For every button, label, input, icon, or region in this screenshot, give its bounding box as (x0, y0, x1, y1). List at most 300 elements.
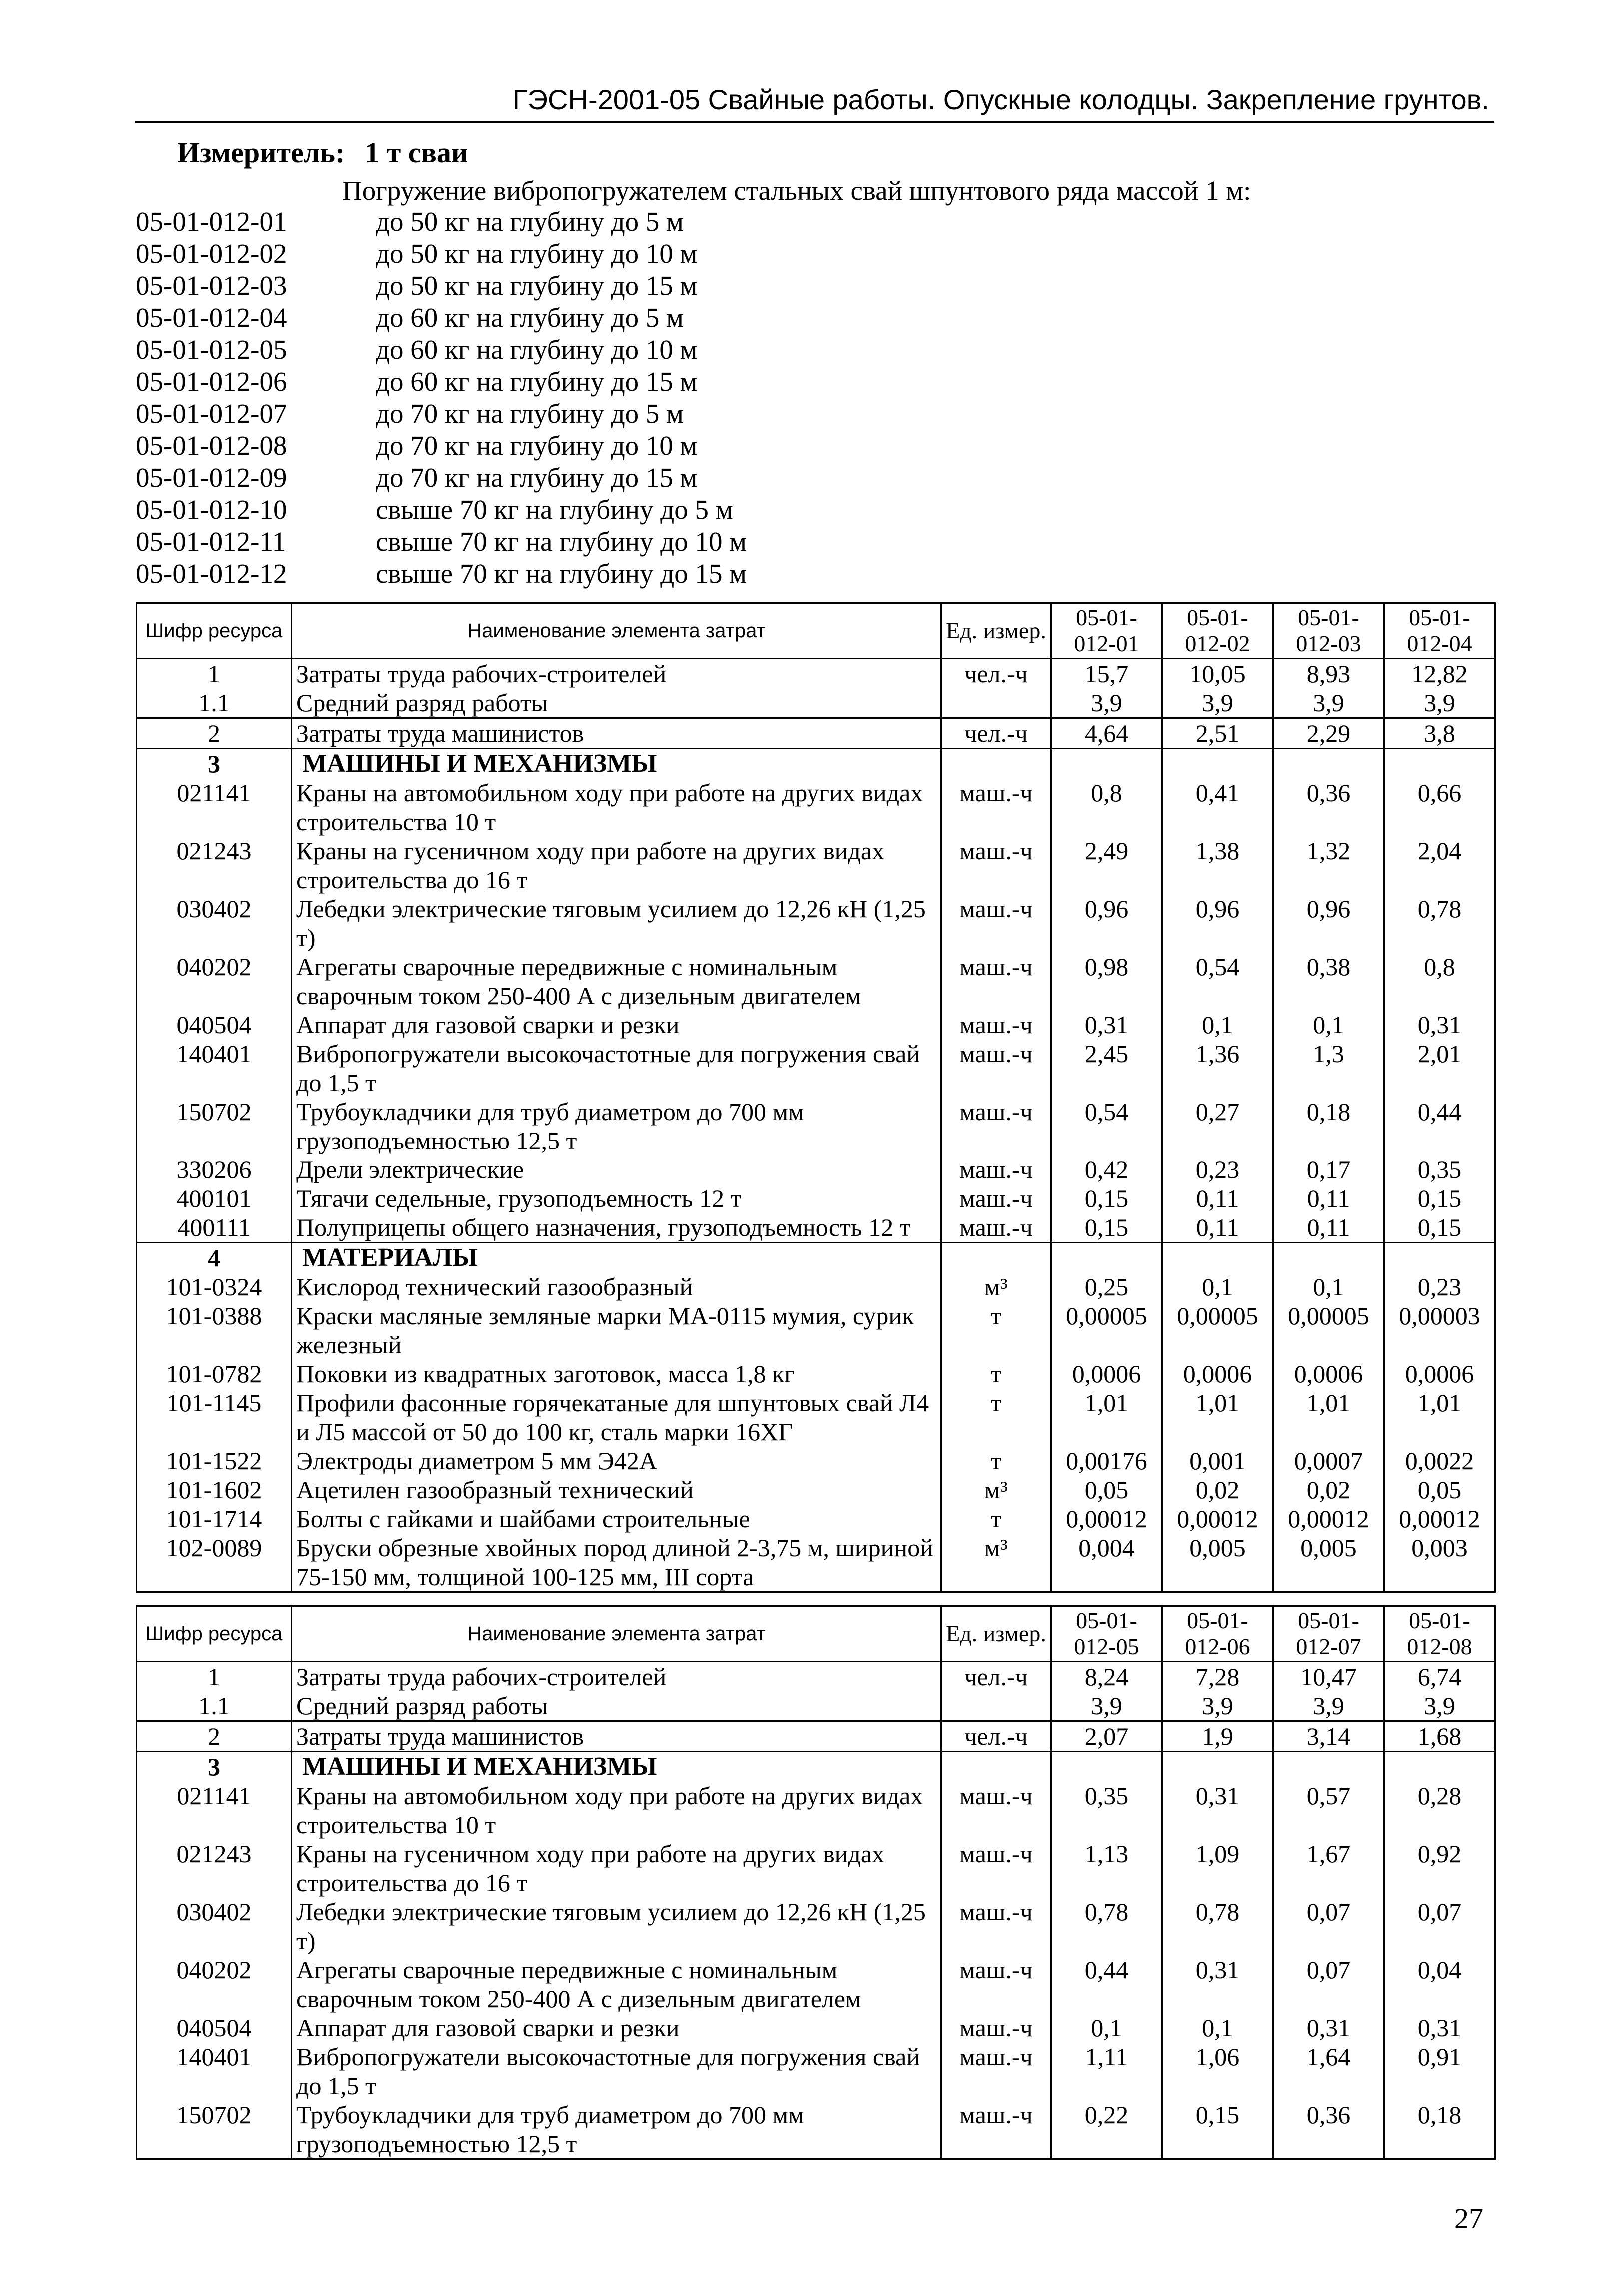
cell-name: Агрегаты сварочные передвижные с номинальным сварочным током 250-400 А с дизельным двигателем (292, 952, 941, 1010)
cell-value: 0,35 (1384, 1155, 1495, 1184)
table-row (137, 952, 1495, 1010)
cell-value: 0,07 (1384, 1897, 1495, 1955)
cell-value (1051, 1752, 1162, 1782)
cell-value: 3,9 (1384, 1691, 1495, 1721)
table-row (137, 1010, 1495, 1039)
running-header (135, 80, 1494, 123)
cell-unit (941, 1691, 1051, 1721)
cell-name: Средний разряд работы (292, 1691, 941, 1721)
norm-description: свыше 70 кг на глубину до 15 м (376, 558, 747, 589)
cell-name: Краны на автомобильном ходу при работе на других видах строительства 10 т (292, 1781, 941, 1839)
cell-value: 0,31 (1051, 1010, 1162, 1039)
norm-code: 05-01-012-07 (136, 398, 287, 429)
cell-name: Кислород технический газообразный (292, 1272, 941, 1301)
norm-code: 05-01-012-03 (136, 270, 287, 301)
cell-value: 0,31 (1162, 1955, 1273, 2013)
cell-code: 3 (137, 749, 292, 779)
cell-value: 0,44 (1384, 1097, 1495, 1155)
cell-code: 1.1 (137, 688, 292, 718)
cell-unit (941, 749, 1051, 779)
cell-name: Лебедки электрические тяговым усилием до 12,26 кН (1,25 т) (292, 894, 941, 952)
resource-table-1 (136, 602, 1496, 1593)
table-row (137, 1897, 1495, 1955)
header-norm-col: 05-01- 012-04 (1384, 603, 1495, 659)
cell-code: 2 (137, 1721, 292, 1752)
header-norm-col: 05-01- 012-07 (1273, 1606, 1384, 1662)
cell-value: 0,66 (1384, 778, 1495, 836)
section-row (137, 1752, 1495, 1782)
cell-value: 0,00012 (1384, 1504, 1495, 1533)
cell-value: 0,42 (1051, 1155, 1162, 1184)
cell-name: Затраты труда машинистов (292, 1721, 941, 1752)
cell-name: Ацетилен газообразный технический (292, 1475, 941, 1504)
cell-value: 0,15 (1384, 1213, 1495, 1243)
cell-value: 1,9 (1162, 1721, 1273, 1752)
cell-name: Бруски обрезные хвойных пород длиной 2-3,75 м, шириной 75-150 мм, толщиной 100-125 мм, III сорта (292, 1533, 941, 1592)
table-row (137, 2013, 1495, 2042)
cell-name: Трубоукладчики для труб диаметром до 700 мм грузоподъемностью 12,5 т (292, 1097, 941, 1155)
cell-value: 6,74 (1384, 1662, 1495, 1692)
cell-code: 030402 (137, 1897, 292, 1955)
table-row (137, 1839, 1495, 1897)
cell-value: 1,11 (1051, 2042, 1162, 2100)
cell-name: Тягачи седельные, грузоподъемность 12 т (292, 1184, 941, 1213)
cell-name: Затраты труда рабочих-строителей (292, 659, 941, 689)
cell-value: 0,00005 (1162, 1301, 1273, 1359)
cell-unit: маш.-ч (941, 1039, 1051, 1097)
cell-value: 0,28 (1384, 1781, 1495, 1839)
table-row (137, 1955, 1495, 2013)
cell-value: 0,15 (1051, 1213, 1162, 1243)
cell-value: 0,78 (1051, 1897, 1162, 1955)
cell-value: 4,64 (1051, 718, 1162, 749)
cell-unit: т (941, 1504, 1051, 1533)
norm-code: 05-01-012-08 (136, 430, 287, 461)
table-row (137, 1446, 1495, 1475)
cell-value: 0,00176 (1051, 1446, 1162, 1475)
cell-value (1273, 1243, 1384, 1273)
cell-value: 0,15 (1162, 2100, 1273, 2159)
cell-value: 0,31 (1273, 2013, 1384, 2042)
cell-value: 3,8 (1384, 718, 1495, 749)
table-header-row (137, 1606, 1495, 1662)
cell-unit: маш.-ч (941, 894, 1051, 952)
cell-value: 0,1 (1162, 1272, 1273, 1301)
cell-value: 1,38 (1162, 836, 1273, 894)
norm-description: до 70 кг на глубину до 5 м (376, 398, 684, 429)
cell-value (1162, 1243, 1273, 1273)
norm-code: 05-01-012-12 (136, 558, 287, 589)
header-code: Шифр ресурса (137, 603, 292, 659)
cell-code: 1 (137, 1662, 292, 1692)
table-row (137, 1359, 1495, 1388)
cell-value: 2,04 (1384, 836, 1495, 894)
cell-unit: маш.-ч (941, 1184, 1051, 1213)
cell-code: 021141 (137, 1781, 292, 1839)
cell-value: 3,9 (1162, 1691, 1273, 1721)
cell-value: 0,07 (1273, 1897, 1384, 1955)
cell-value: 0,05 (1384, 1475, 1495, 1504)
cell-name: Аппарат для газовой сварки и резки (292, 2013, 941, 2042)
cell-unit: маш.-ч (941, 2013, 1051, 2042)
cell-value: 0,38 (1273, 952, 1384, 1010)
cell-unit: маш.-ч (941, 1097, 1051, 1155)
cell-value: 0,31 (1384, 1010, 1495, 1039)
table-row (137, 718, 1495, 749)
cell-code: 1 (137, 659, 292, 689)
table-row (137, 778, 1495, 836)
cell-value (1273, 749, 1384, 779)
cell-name: Краны на автомобильном ходу при работе на других видах строительства 10 т (292, 778, 941, 836)
cell-name: Болты с гайками и шайбами строительные (292, 1504, 941, 1533)
cell-code: 2 (137, 718, 292, 749)
cell-unit (941, 688, 1051, 718)
cell-value: 0,25 (1051, 1272, 1162, 1301)
cell-value (1273, 1752, 1384, 1782)
cell-value (1384, 749, 1495, 779)
cell-value: 0,78 (1162, 1897, 1273, 1955)
header-norm-col: 05-01- 012-01 (1051, 603, 1162, 659)
cell-value: 3,9 (1273, 1691, 1384, 1721)
header-code: Шифр ресурса (137, 1606, 292, 1662)
table-row (137, 2042, 1495, 2100)
cell-value: 0,96 (1162, 894, 1273, 952)
cell-value: 1,01 (1384, 1388, 1495, 1446)
cell-value: 0,23 (1384, 1272, 1495, 1301)
cell-code: 040202 (137, 952, 292, 1010)
norm-description: до 50 кг на глубину до 5 м (376, 206, 684, 237)
cell-value: 1,01 (1051, 1388, 1162, 1446)
cell-value: 0,15 (1051, 1184, 1162, 1213)
cell-code: 021141 (137, 778, 292, 836)
section-row (137, 749, 1495, 779)
cell-unit: маш.-ч (941, 1781, 1051, 1839)
cell-value (1051, 1243, 1162, 1273)
cell-code: 400111 (137, 1213, 292, 1243)
cell-code: 4 (137, 1243, 292, 1273)
cell-code: 330206 (137, 1155, 292, 1184)
cell-code: 101-0782 (137, 1359, 292, 1388)
cell-value: 0,00003 (1384, 1301, 1495, 1359)
cell-name: Вибропогружатели высокочастотные для погружения свай до 1,5 т (292, 2042, 941, 2100)
cell-value: 3,9 (1051, 688, 1162, 718)
table-row (137, 1272, 1495, 1301)
cell-unit: маш.-ч (941, 1897, 1051, 1955)
cell-value: 0,0007 (1273, 1446, 1384, 1475)
cell-value: 2,29 (1273, 718, 1384, 749)
cell-name: Затраты труда машинистов (292, 718, 941, 749)
cell-value: 0,05 (1051, 1475, 1162, 1504)
table-row (137, 659, 1495, 689)
cell-name: Дрели электрические (292, 1155, 941, 1184)
meter-value: 1 т сваи (365, 136, 468, 169)
cell-value: 15,7 (1051, 659, 1162, 689)
table-row (137, 1184, 1495, 1213)
table-row (137, 1301, 1495, 1359)
cell-code: 140401 (137, 2042, 292, 2100)
cell-value: 1,36 (1162, 1039, 1273, 1097)
cell-unit: т (941, 1301, 1051, 1359)
cell-value (1384, 1243, 1495, 1273)
cell-name: Краски масляные земляные марки МА-0115 мумия, сурик железный (292, 1301, 941, 1359)
cell-name: Затраты труда рабочих-строителей (292, 1662, 941, 1692)
cell-value: 0,11 (1273, 1213, 1384, 1243)
table-row (137, 1475, 1495, 1504)
norm-description: до 70 кг на глубину до 10 м (376, 430, 698, 461)
cell-value: 0,1 (1051, 2013, 1162, 2042)
table-row (137, 1662, 1495, 1692)
table-row (137, 1213, 1495, 1243)
table-row (137, 836, 1495, 894)
cell-name: МАШИНЫ И МЕХАНИЗМЫ (292, 749, 941, 779)
cell-value: 0,78 (1384, 894, 1495, 952)
cell-value: 1,01 (1273, 1388, 1384, 1446)
cell-code: 101-1145 (137, 1388, 292, 1446)
cell-value (1051, 749, 1162, 779)
cell-value: 0,003 (1384, 1533, 1495, 1592)
cell-name: Поковки из квадратных заготовок, масса 1,8 кг (292, 1359, 941, 1388)
cell-value: 12,82 (1384, 659, 1495, 689)
header-name: Наименование элемента затрат (292, 1606, 941, 1662)
cell-value: 0,11 (1273, 1184, 1384, 1213)
cell-value: 10,05 (1162, 659, 1273, 689)
cell-name: МАШИНЫ И МЕХАНИЗМЫ (292, 1752, 941, 1782)
header-unit: Ед. измер. (941, 603, 1051, 659)
cell-unit: чел.-ч (941, 1721, 1051, 1752)
cell-name: Средний разряд работы (292, 688, 941, 718)
norm-code: 05-01-012-11 (136, 526, 286, 557)
table-row (137, 2100, 1495, 2159)
table-row (137, 894, 1495, 952)
cell-value: 0,07 (1273, 1955, 1384, 2013)
cell-name: Электроды диаметром 5 мм Э42А (292, 1446, 941, 1475)
cell-value: 1,32 (1273, 836, 1384, 894)
cell-value: 0,23 (1162, 1155, 1273, 1184)
cell-value: 0,15 (1384, 1184, 1495, 1213)
norm-code: 05-01-012-01 (136, 206, 287, 237)
cell-unit: чел.-ч (941, 718, 1051, 749)
cell-code: 040202 (137, 1955, 292, 2013)
cell-value: 0,18 (1384, 2100, 1495, 2159)
cell-code: 1.1 (137, 1691, 292, 1721)
cell-value: 0,8 (1384, 952, 1495, 1010)
cell-value: 0,0006 (1273, 1359, 1384, 1388)
cell-value: 0,27 (1162, 1097, 1273, 1155)
table-row (137, 1388, 1495, 1446)
cell-value: 0,04 (1384, 1955, 1495, 2013)
cell-code: 101-1602 (137, 1475, 292, 1504)
cell-value: 2,49 (1051, 836, 1162, 894)
cell-value: 0,36 (1273, 2100, 1384, 2159)
cell-unit: т (941, 1388, 1051, 1446)
cell-code: 3 (137, 1752, 292, 1782)
norm-code: 05-01-012-05 (136, 334, 287, 365)
cell-value: 0,92 (1384, 1839, 1495, 1897)
cell-code: 140401 (137, 1039, 292, 1097)
header-norm-col: 05-01- 012-08 (1384, 1606, 1495, 1662)
cell-code: 021243 (137, 1839, 292, 1897)
cell-unit: м³ (941, 1475, 1051, 1504)
cell-value: 0,00005 (1051, 1301, 1162, 1359)
norm-description: до 70 кг на глубину до 15 м (376, 462, 698, 493)
header-title: ГЭСН-2001-05 Свайные работы. Опускные колодцы. Закрепление грунтов. (512, 84, 1489, 115)
cell-value: 3,9 (1273, 688, 1384, 718)
cell-unit: м³ (941, 1272, 1051, 1301)
cell-unit: маш.-ч (941, 1839, 1051, 1897)
cell-value: 0,1 (1162, 2013, 1273, 2042)
cell-unit: маш.-ч (941, 952, 1051, 1010)
norm-code: 05-01-012-02 (136, 238, 287, 269)
meter-line (177, 136, 468, 169)
cell-value: 0,0006 (1162, 1359, 1273, 1388)
cell-value: 0,96 (1051, 894, 1162, 952)
header-norm-col: 05-01- 012-05 (1051, 1606, 1162, 1662)
cell-value: 1,09 (1162, 1839, 1273, 1897)
cell-value: 0,1 (1273, 1010, 1384, 1039)
cell-value: 1,13 (1051, 1839, 1162, 1897)
cell-code: 101-1714 (137, 1504, 292, 1533)
work-description: Погружение вибропогружателем стальных свай шпунтового ряда массой 1 м: (342, 175, 1251, 206)
cell-name: Агрегаты сварочные передвижные с номинальным сварочным током 250-400 А с дизельным двигателем (292, 1955, 941, 2013)
table-row (137, 1097, 1495, 1155)
cell-value: 1,3 (1273, 1039, 1384, 1097)
norm-description: до 50 кг на глубину до 15 м (376, 270, 698, 301)
cell-value: 3,14 (1273, 1721, 1384, 1752)
cell-value: 0,54 (1051, 1097, 1162, 1155)
page-number: 27 (1454, 2202, 1483, 2235)
cell-name: Лебедки электрические тяговым усилием до 12,26 кН (1,25 т) (292, 1897, 941, 1955)
header-norm-col: 05-01- 012-03 (1273, 603, 1384, 659)
cell-value: 3,9 (1384, 688, 1495, 718)
cell-value: 2,45 (1051, 1039, 1162, 1097)
cell-unit: чел.-ч (941, 1662, 1051, 1692)
cell-name: Трубоукладчики для труб диаметром до 700 мм грузоподъемностью 12,5 т (292, 2100, 941, 2159)
cell-value: 0,11 (1162, 1213, 1273, 1243)
cell-value: 2,01 (1384, 1039, 1495, 1097)
cell-unit: маш.-ч (941, 1155, 1051, 1184)
table-row (137, 1781, 1495, 1839)
cell-unit: м³ (941, 1533, 1051, 1592)
cell-value: 0,31 (1384, 2013, 1495, 2042)
table-row (137, 1691, 1495, 1721)
header-name: Наименование элемента затрат (292, 603, 941, 659)
cell-unit: маш.-ч (941, 1010, 1051, 1039)
cell-name: МАТЕРИАЛЫ (292, 1243, 941, 1273)
norm-description: до 60 кг на глубину до 15 м (376, 366, 698, 397)
norm-description: до 60 кг на глубину до 5 м (376, 302, 684, 333)
cell-value (1162, 749, 1273, 779)
norm-code: 05-01-012-04 (136, 302, 287, 333)
cell-value: 0,00005 (1273, 1301, 1384, 1359)
header-unit: Ед. измер. (941, 1606, 1051, 1662)
table-row (137, 688, 1495, 718)
cell-value: 0,98 (1051, 952, 1162, 1010)
cell-code: 102-0089 (137, 1533, 292, 1592)
cell-unit: т (941, 1359, 1051, 1388)
cell-value: 8,24 (1051, 1662, 1162, 1692)
cell-value: 0,17 (1273, 1155, 1384, 1184)
cell-code: 040504 (137, 2013, 292, 2042)
cell-name: Вибропогружатели высокочастотные для погружения свай до 1,5 т (292, 1039, 941, 1097)
cell-value (1162, 1752, 1273, 1782)
section-row (137, 1243, 1495, 1273)
cell-value: 0,1 (1162, 1010, 1273, 1039)
cell-code: 030402 (137, 894, 292, 952)
cell-code: 101-0388 (137, 1301, 292, 1359)
cell-value: 0,57 (1273, 1781, 1384, 1839)
cell-value: 1,68 (1384, 1721, 1495, 1752)
cell-name: Краны на гусеничном ходу при работе на других видах строительства до 16 т (292, 836, 941, 894)
cell-value: 7,28 (1162, 1662, 1273, 1692)
cell-code: 040504 (137, 1010, 292, 1039)
cell-value: 0,96 (1273, 894, 1384, 952)
cell-value: 2,07 (1051, 1721, 1162, 1752)
cell-value: 0,0022 (1384, 1446, 1495, 1475)
cell-value: 0,11 (1162, 1184, 1273, 1213)
cell-unit: маш.-ч (941, 1955, 1051, 2013)
cell-value: 0,91 (1384, 2042, 1495, 2100)
table-row (137, 1039, 1495, 1097)
cell-code: 101-1522 (137, 1446, 292, 1475)
cell-value: 0,02 (1162, 1475, 1273, 1504)
table-header-row (137, 603, 1495, 659)
cell-name: Профили фасонные горячекатаные для шпунтовых свай Л4 и Л5 массой от 50 до 100 кг, сталь марки 16ХГ (292, 1388, 941, 1446)
cell-value: 0,00012 (1162, 1504, 1273, 1533)
cell-value: 0,54 (1162, 952, 1273, 1010)
cell-name: Аппарат для газовой сварки и резки (292, 1010, 941, 1039)
cell-code: 150702 (137, 2100, 292, 2159)
cell-unit: маш.-ч (941, 836, 1051, 894)
norm-code: 05-01-012-10 (136, 494, 287, 525)
cell-value: 3,9 (1051, 1691, 1162, 1721)
cell-value: 0,22 (1051, 2100, 1162, 2159)
cell-value: 2,51 (1162, 718, 1273, 749)
cell-value: 0,0006 (1051, 1359, 1162, 1388)
cell-value: 0,44 (1051, 1955, 1162, 2013)
cell-code: 150702 (137, 1097, 292, 1155)
cell-value: 0,02 (1273, 1475, 1384, 1504)
norm-code: 05-01-012-09 (136, 462, 287, 493)
cell-value: 0,00012 (1051, 1504, 1162, 1533)
table-row (137, 1721, 1495, 1752)
cell-name: Полуприцепы общего назначения, грузоподъемность 12 т (292, 1213, 941, 1243)
cell-value: 1,67 (1273, 1839, 1384, 1897)
cell-name: Краны на гусеничном ходу при работе на других видах строительства до 16 т (292, 1839, 941, 1897)
cell-value: 0,36 (1273, 778, 1384, 836)
cell-unit: чел.-ч (941, 659, 1051, 689)
norm-description: свыше 70 кг на глубину до 10 м (376, 526, 747, 557)
cell-code: 021243 (137, 836, 292, 894)
cell-value: 0,005 (1162, 1533, 1273, 1592)
cell-value: 0,004 (1051, 1533, 1162, 1592)
cell-value: 0,41 (1162, 778, 1273, 836)
cell-unit: т (941, 1446, 1051, 1475)
cell-value: 1,64 (1273, 2042, 1384, 2100)
cell-value: 0,00012 (1273, 1504, 1384, 1533)
cell-value: 0,1 (1273, 1272, 1384, 1301)
norm-description: до 50 кг на глубину до 10 м (376, 238, 698, 269)
cell-unit: маш.-ч (941, 2100, 1051, 2159)
resource-table-2 (136, 1605, 1496, 2160)
cell-value: 0,35 (1051, 1781, 1162, 1839)
cell-code: 400101 (137, 1184, 292, 1213)
header-norm-col: 05-01- 012-06 (1162, 1606, 1273, 1662)
meter-label: Измеритель: (177, 136, 345, 169)
cell-value: 1,01 (1162, 1388, 1273, 1446)
cell-value: 0,18 (1273, 1097, 1384, 1155)
cell-value: 0,0006 (1384, 1359, 1495, 1388)
cell-value (1384, 1752, 1495, 1782)
